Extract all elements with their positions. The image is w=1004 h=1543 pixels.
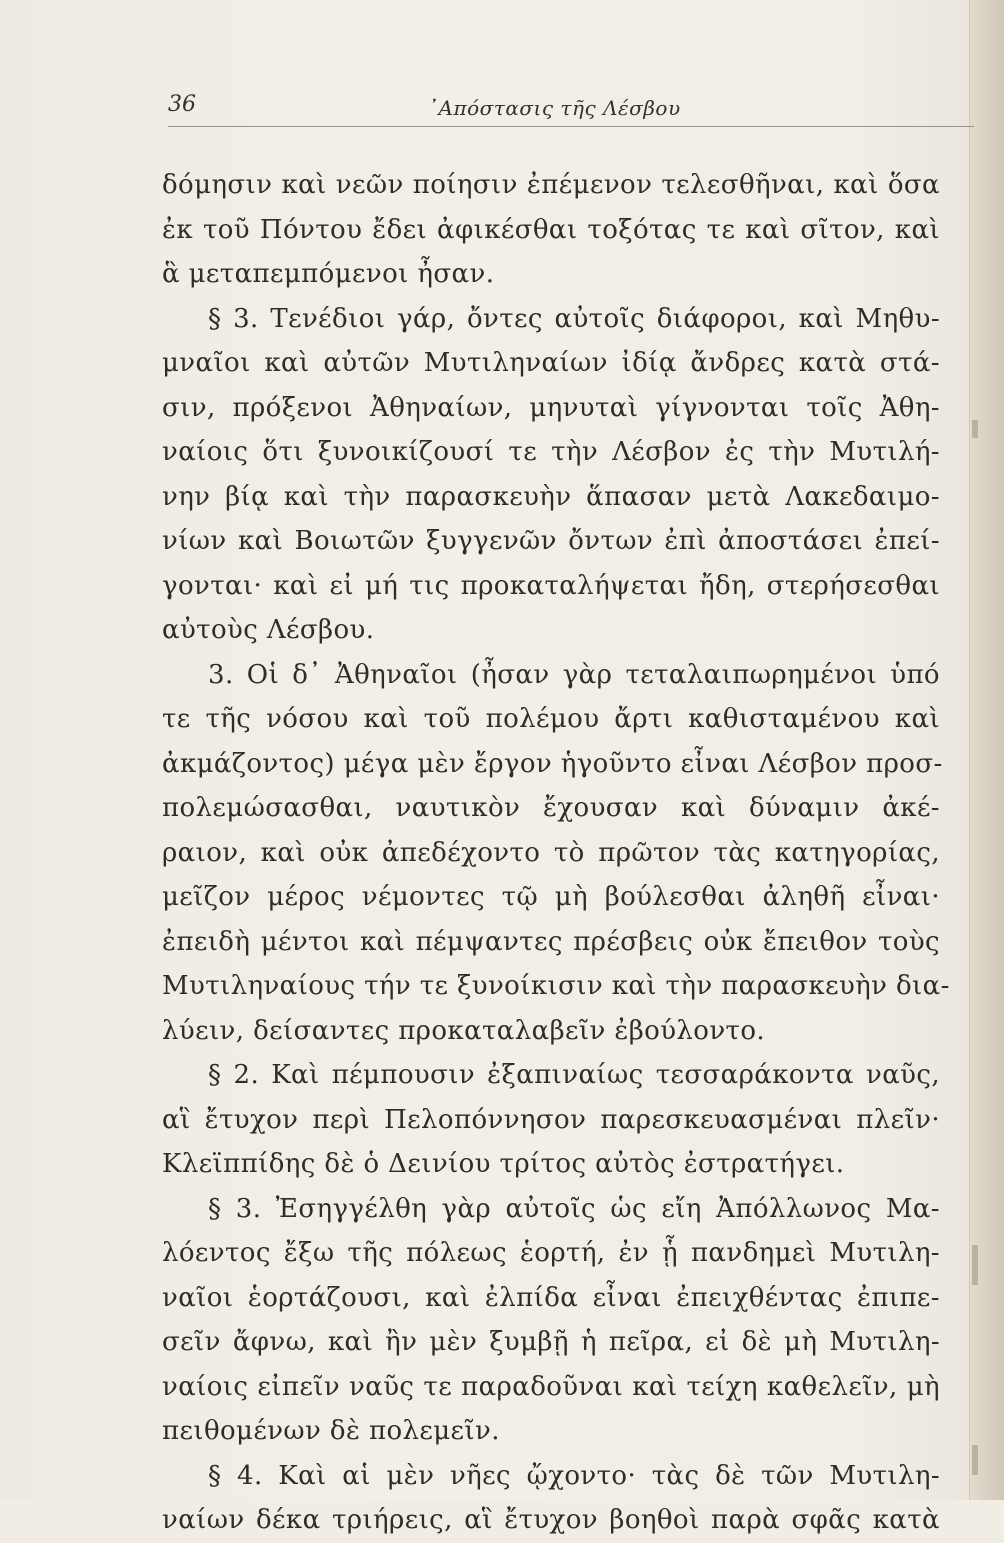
text-line: δόμησιν καὶ νεῶν ποίησιν ἐπέμενον τελεσθῆναι, καὶ ὅσα xyxy=(162,170,940,200)
text-line: 3. Οἱ δ᾿ Ἀθηναῖοι (ἦσαν γὰρ τεταλαιπωρημένοι ὑπό xyxy=(208,659,940,690)
edge-mark xyxy=(972,1445,978,1475)
text-line: ἀκμάζοντος) μέγα μὲν ἔργον ἡγοῦντο εἶναι Λέσβον προσ- xyxy=(162,748,943,779)
edge-mark xyxy=(972,420,978,438)
text-line: ἐπειδὴ μέντοι καὶ πέμψαντες πρέσβεις οὐκ ἔπειθον τοὺς xyxy=(162,926,940,957)
text-line: ἐκ τοῦ Πόντου ἔδει ἀφικέσθαι τοξότας τε καὶ σῖτον, καὶ xyxy=(162,214,940,245)
text-line: § 4. Καὶ αἱ μὲν νῆες ᾤχοντο· τὰς δὲ τῶν Μυτιλη- xyxy=(208,1460,940,1491)
text-line: ἃ μεταπεμπόμενοι ἦσαν. xyxy=(162,259,495,289)
text-line: αὐτοὺς Λέσβου. xyxy=(162,615,375,645)
text-line: ναίοις ὅτι ξυνοικίζουσί τε τὴν Λέσβον ἐς τὴν Μυτιλή- xyxy=(162,437,940,467)
text-line: ναίοις εἰπεῖν ναῦς τε παραδοῦναι καὶ τείχη καθελεῖν, μὴ xyxy=(162,1371,940,1402)
text-line: γονται· καὶ εἰ μή τις προκαταλήψεται ἤδη, στερήσεσθαι xyxy=(162,570,940,601)
text-line: νίων καὶ Βοιωτῶν ξυγγενῶν ὄντων ἐπὶ ἀποστάσει ἐπεί- xyxy=(162,526,940,556)
header-rule xyxy=(168,126,974,127)
text-line: § 3. Τενέδιοι γάρ, ὄντες αὐτοῖς διάφοροι, καὶ Μηθυ- xyxy=(208,303,940,334)
text-line: ναῖοι ἑορτάζουσι, καὶ ἐλπίδα εἶναι ἐπειχθέντας ἐπιπε- xyxy=(162,1282,940,1313)
text-line: ραιον, καὶ οὐκ ἀπεδέχοντο τὸ πρῶτον τὰς κατηγορίας, xyxy=(162,837,940,868)
text-line: § 3. Ἐσηγγέλθη γὰρ αὐτοῖς ὡς εἴη Ἀπόλλωνος Μα- xyxy=(208,1193,940,1224)
edge-mark xyxy=(972,1245,978,1285)
text-line: τε τῆς νόσου καὶ τοῦ πολέμου ἄρτι καθισταμένου καὶ xyxy=(162,704,940,734)
text-line: Κλεϊππίδης δὲ ὁ Δεινίου τρίτος αὐτὸς ἐστρατήγει. xyxy=(162,1149,845,1179)
text-line: αἳ ἔτυχον περὶ Πελοπόννησον παρεσκευασμέναι πλεῖν· xyxy=(162,1104,940,1135)
text-line: μεῖζον μέρος νέμοντες τῷ μὴ βούλεσθαι ἀληθῆ εἶναι· xyxy=(162,882,940,912)
text-line: λόεντος ἔξω τῆς πόλεως ἑορτή, ἐν ᾗ πανδημεὶ Μυτιλη- xyxy=(162,1238,940,1268)
page-number: 36 xyxy=(168,92,196,117)
text-line: νην βίᾳ καὶ τὴν παρασκευὴν ἅπασαν μετὰ Λακεδαιμο- xyxy=(162,481,940,512)
text-line: πειθομένων δὲ πολεμεῖν. xyxy=(162,1416,500,1446)
text-line: λύειν, δείσαντες προκαταλαβεῖν ἐβούλοντο. xyxy=(162,1015,766,1046)
text-line: § 2. Καὶ πέμπουσιν ἐξαπιναίως τεσσαράκοντα ναῦς, xyxy=(208,1060,940,1090)
text-line: Μυτιληναίους τήν τε ξυνοίκισιν καὶ τὴν παρασκευὴν δια- xyxy=(162,971,950,1001)
page-edge-strip xyxy=(969,0,1004,1500)
text-line: σιν, πρόξενοι Ἀθηναίων, μηνυταὶ γίγνονται τοῖς Ἀθη- xyxy=(162,392,940,423)
text-line: σεῖν ἄφνω, καὶ ἢν μὲν ξυμβῇ ἡ πεῖρα, εἰ δὲ μὴ Μυτιλη- xyxy=(162,1327,940,1357)
text-line: μναῖοι καὶ αὐτῶν Μυτιληναίων ἰδίᾳ ἄνδρες κατὰ στά- xyxy=(162,348,940,378)
text-line: πολεμώσασθαι, ναυτικὸν ἔχουσαν καὶ δύναμιν ἀκέ- xyxy=(162,793,940,823)
page-header xyxy=(168,92,980,132)
running-title: ᾿Απόστασις τῆς Λέσβου xyxy=(428,96,681,120)
text-line: ναίων δέκα τριήρεις, αἳ ἔτυχον βοηθοὶ παρὰ σφᾶς κατὰ xyxy=(162,1505,940,1535)
body-text xyxy=(162,163,950,1543)
